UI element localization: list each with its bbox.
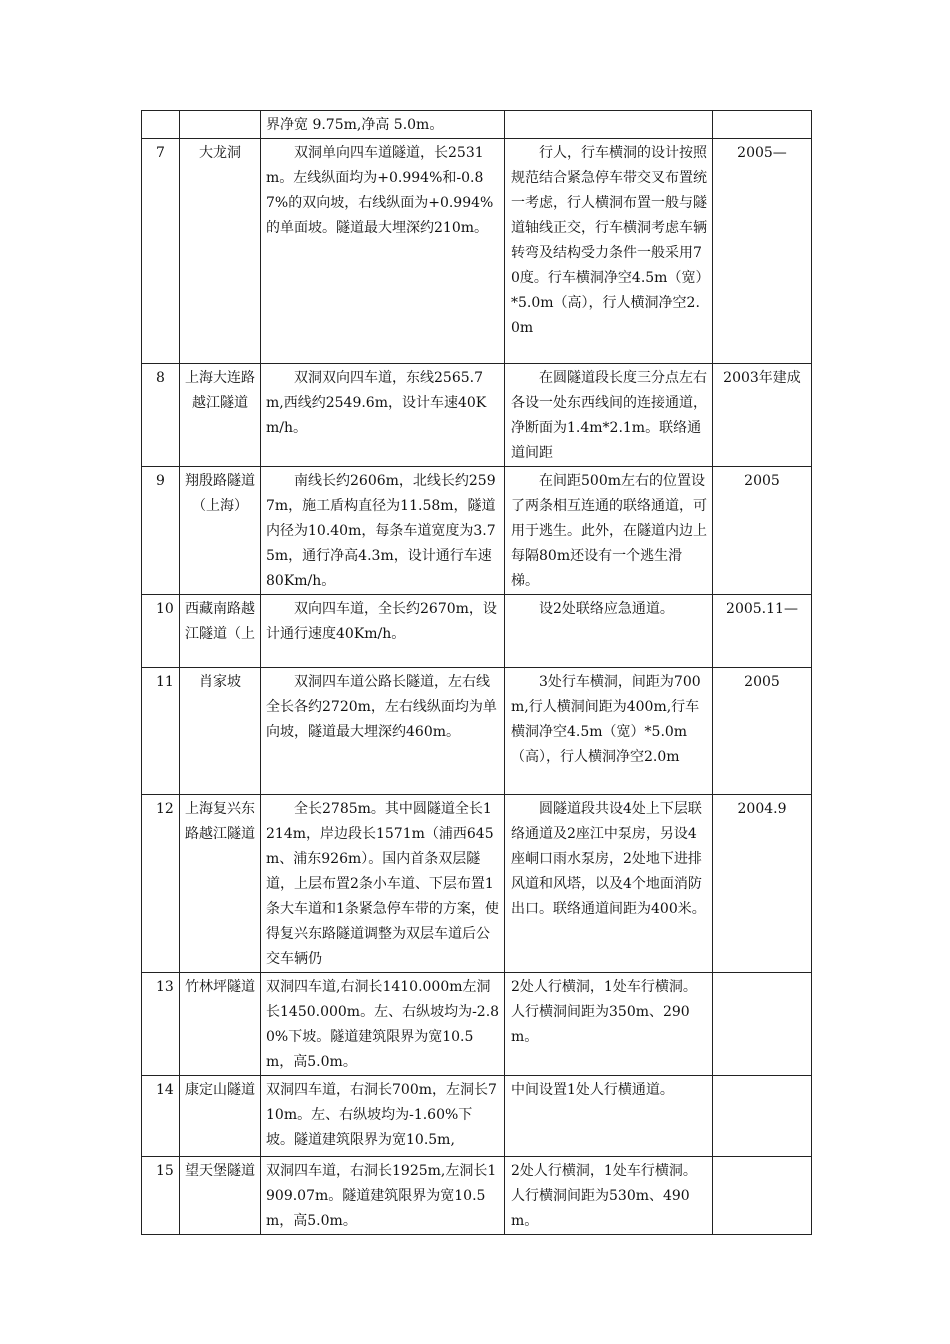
row-number: 7 [142, 139, 180, 364]
tunnel-description: 双洞四车道公路长隧道，左右线全长各约2720m，左右线纵面均为单向坡，隧道最大埋深约460m。 [261, 668, 505, 795]
cross-passage: 圆隧道段共设4处上下层联络通道及2座江中泵房，另设4座峒口雨水泵房，2处地下进排风道和风塔，以及4个地面消防出口。联络通道间距为400米。 [505, 795, 713, 973]
build-year: 2005 [713, 467, 812, 595]
build-year: 2005— [713, 139, 812, 364]
build-year: 2005 [713, 668, 812, 795]
row-number: 15 [142, 1157, 180, 1235]
row-number: 14 [142, 1076, 180, 1157]
table-row [142, 595, 812, 668]
cross-passage: 在圆隧道段长度三分点左右各设一处东西线间的连接通道，净断面为1.4m*2.1m。联络通道间距 [505, 364, 713, 467]
tunnel-name: 大龙洞 [180, 139, 261, 364]
tunnel-description: 双洞单向四车道隧道，长2531m。左线纵面均为+0.994%和-0.87%的双向坡，右线纵面为+0.994%的单面坡。隧道最大埋深约210m。 [261, 139, 505, 364]
tunnel-name: 竹林坪隧道 [180, 973, 261, 1076]
build-year [713, 1157, 812, 1235]
build-year: 2004.9 [713, 795, 812, 973]
tunnel-description: 界净宽 9.75m,净高 5.0m。 [261, 111, 505, 139]
tunnel-name: 康定山隧道 [180, 1076, 261, 1157]
cross-passage: 2处人行横洞，1处车行横洞。人行横洞间距为350m、290m。 [505, 973, 713, 1076]
row-number: 10 [142, 595, 180, 668]
table-row [142, 467, 812, 595]
row-number: 12 [142, 795, 180, 973]
tunnel-description: 双向四车道，全长约2670m，设计通行速度40Km/h。 [261, 595, 505, 668]
build-year [713, 973, 812, 1076]
build-year: 2005.11— [713, 595, 812, 668]
tunnel-name: 上海复兴东路越江隧道 [180, 795, 261, 973]
tunnel-description: 双洞四车道，右洞长700m，左洞长710m。左、右纵坡均为-1.60%下坡。隧道建筑限界为宽10.5m, [261, 1076, 505, 1157]
table-row [142, 668, 812, 795]
table-row [142, 111, 812, 139]
cross-passage: 3处行车横洞，间距为700m,行人横洞间距为400m,行车横洞净空4.5m（宽）*5.0m（高），行人横洞净空2.0m [505, 668, 713, 795]
table-row [142, 1157, 812, 1235]
tunnel-table [141, 110, 812, 1235]
table-row [142, 973, 812, 1076]
tunnel-name [180, 111, 261, 139]
build-year: 2003年建成 [713, 364, 812, 467]
row-number [142, 111, 180, 139]
row-number: 11 [142, 668, 180, 795]
build-year [713, 111, 812, 139]
table-row [142, 139, 812, 364]
tunnel-description: 双洞四车道,右洞长1410.000m左洞长1450.000m。左、右纵坡均为-2.80%下坡。隧道建筑限界为宽10.5m，高5.0m。 [261, 973, 505, 1076]
tunnel-name: 望天堡隧道 [180, 1157, 261, 1235]
tunnel-name: 翔殷路隧道（上海） [180, 467, 261, 595]
tunnel-name: 上海大连路越江隧道 [180, 364, 261, 467]
cross-passage [505, 111, 713, 139]
tunnel-description: 双洞双向四车道，东线2565.7m,西线约2549.6m，设计车速40Km/h。 [261, 364, 505, 467]
tunnel-description: 南线长约2606m，北线长约2597m，施工盾构直径为11.58m，隧道内径为10.40m，每条车道宽度为3.75m，通行净高4.3m，设计通行车速80Km/h。 [261, 467, 505, 595]
cross-passage: 2处人行横洞，1处车行横洞。人行横洞间距为530m、490m。 [505, 1157, 713, 1235]
row-number: 8 [142, 364, 180, 467]
tunnel-description: 全长2785m。其中圆隧道全长1214m，岸边段长1571m（浦西645m、浦东926m）。国内首条双层隧道，上层布置2条小车道、下层布置1条大车道和1条紧急停车带的方案，使得复兴东路隧道调整为双层车道后公交车辆仍 [261, 795, 505, 973]
cross-passage: 中间设置1处人行横通道。 [505, 1076, 713, 1157]
table-row [142, 1076, 812, 1157]
tunnel-description: 双洞四车道，右洞长1925m,左洞长1909.07m。隧道建筑限界为宽10.5m，高5.0m。 [261, 1157, 505, 1235]
cross-passage: 行人，行车横洞的设计按照规范结合紧急停车带交叉布置统一考虑，行人横洞布置一般与隧道轴线正交，行车横洞考虑车辆转弯及结构受力条件一般采用70度。行车横洞净空4.5m（宽）*5.0m（高），行人横洞净空2.0m [505, 139, 713, 364]
row-number: 9 [142, 467, 180, 595]
build-year [713, 1076, 812, 1157]
cross-passage: 在间距500m左右的位置设了两条相互连通的联络通道，可用于逃生。此外，在隧道内边上每隔80m还设有一个逃生滑梯。 [505, 467, 713, 595]
tunnel-name: 西藏南路越江隧道（上 [180, 595, 261, 668]
tunnel-name: 肖家坡 [180, 668, 261, 795]
row-number: 13 [142, 973, 180, 1076]
table-row [142, 364, 812, 467]
table-row [142, 795, 812, 973]
cross-passage: 设2处联络应急通道。 [505, 595, 713, 668]
